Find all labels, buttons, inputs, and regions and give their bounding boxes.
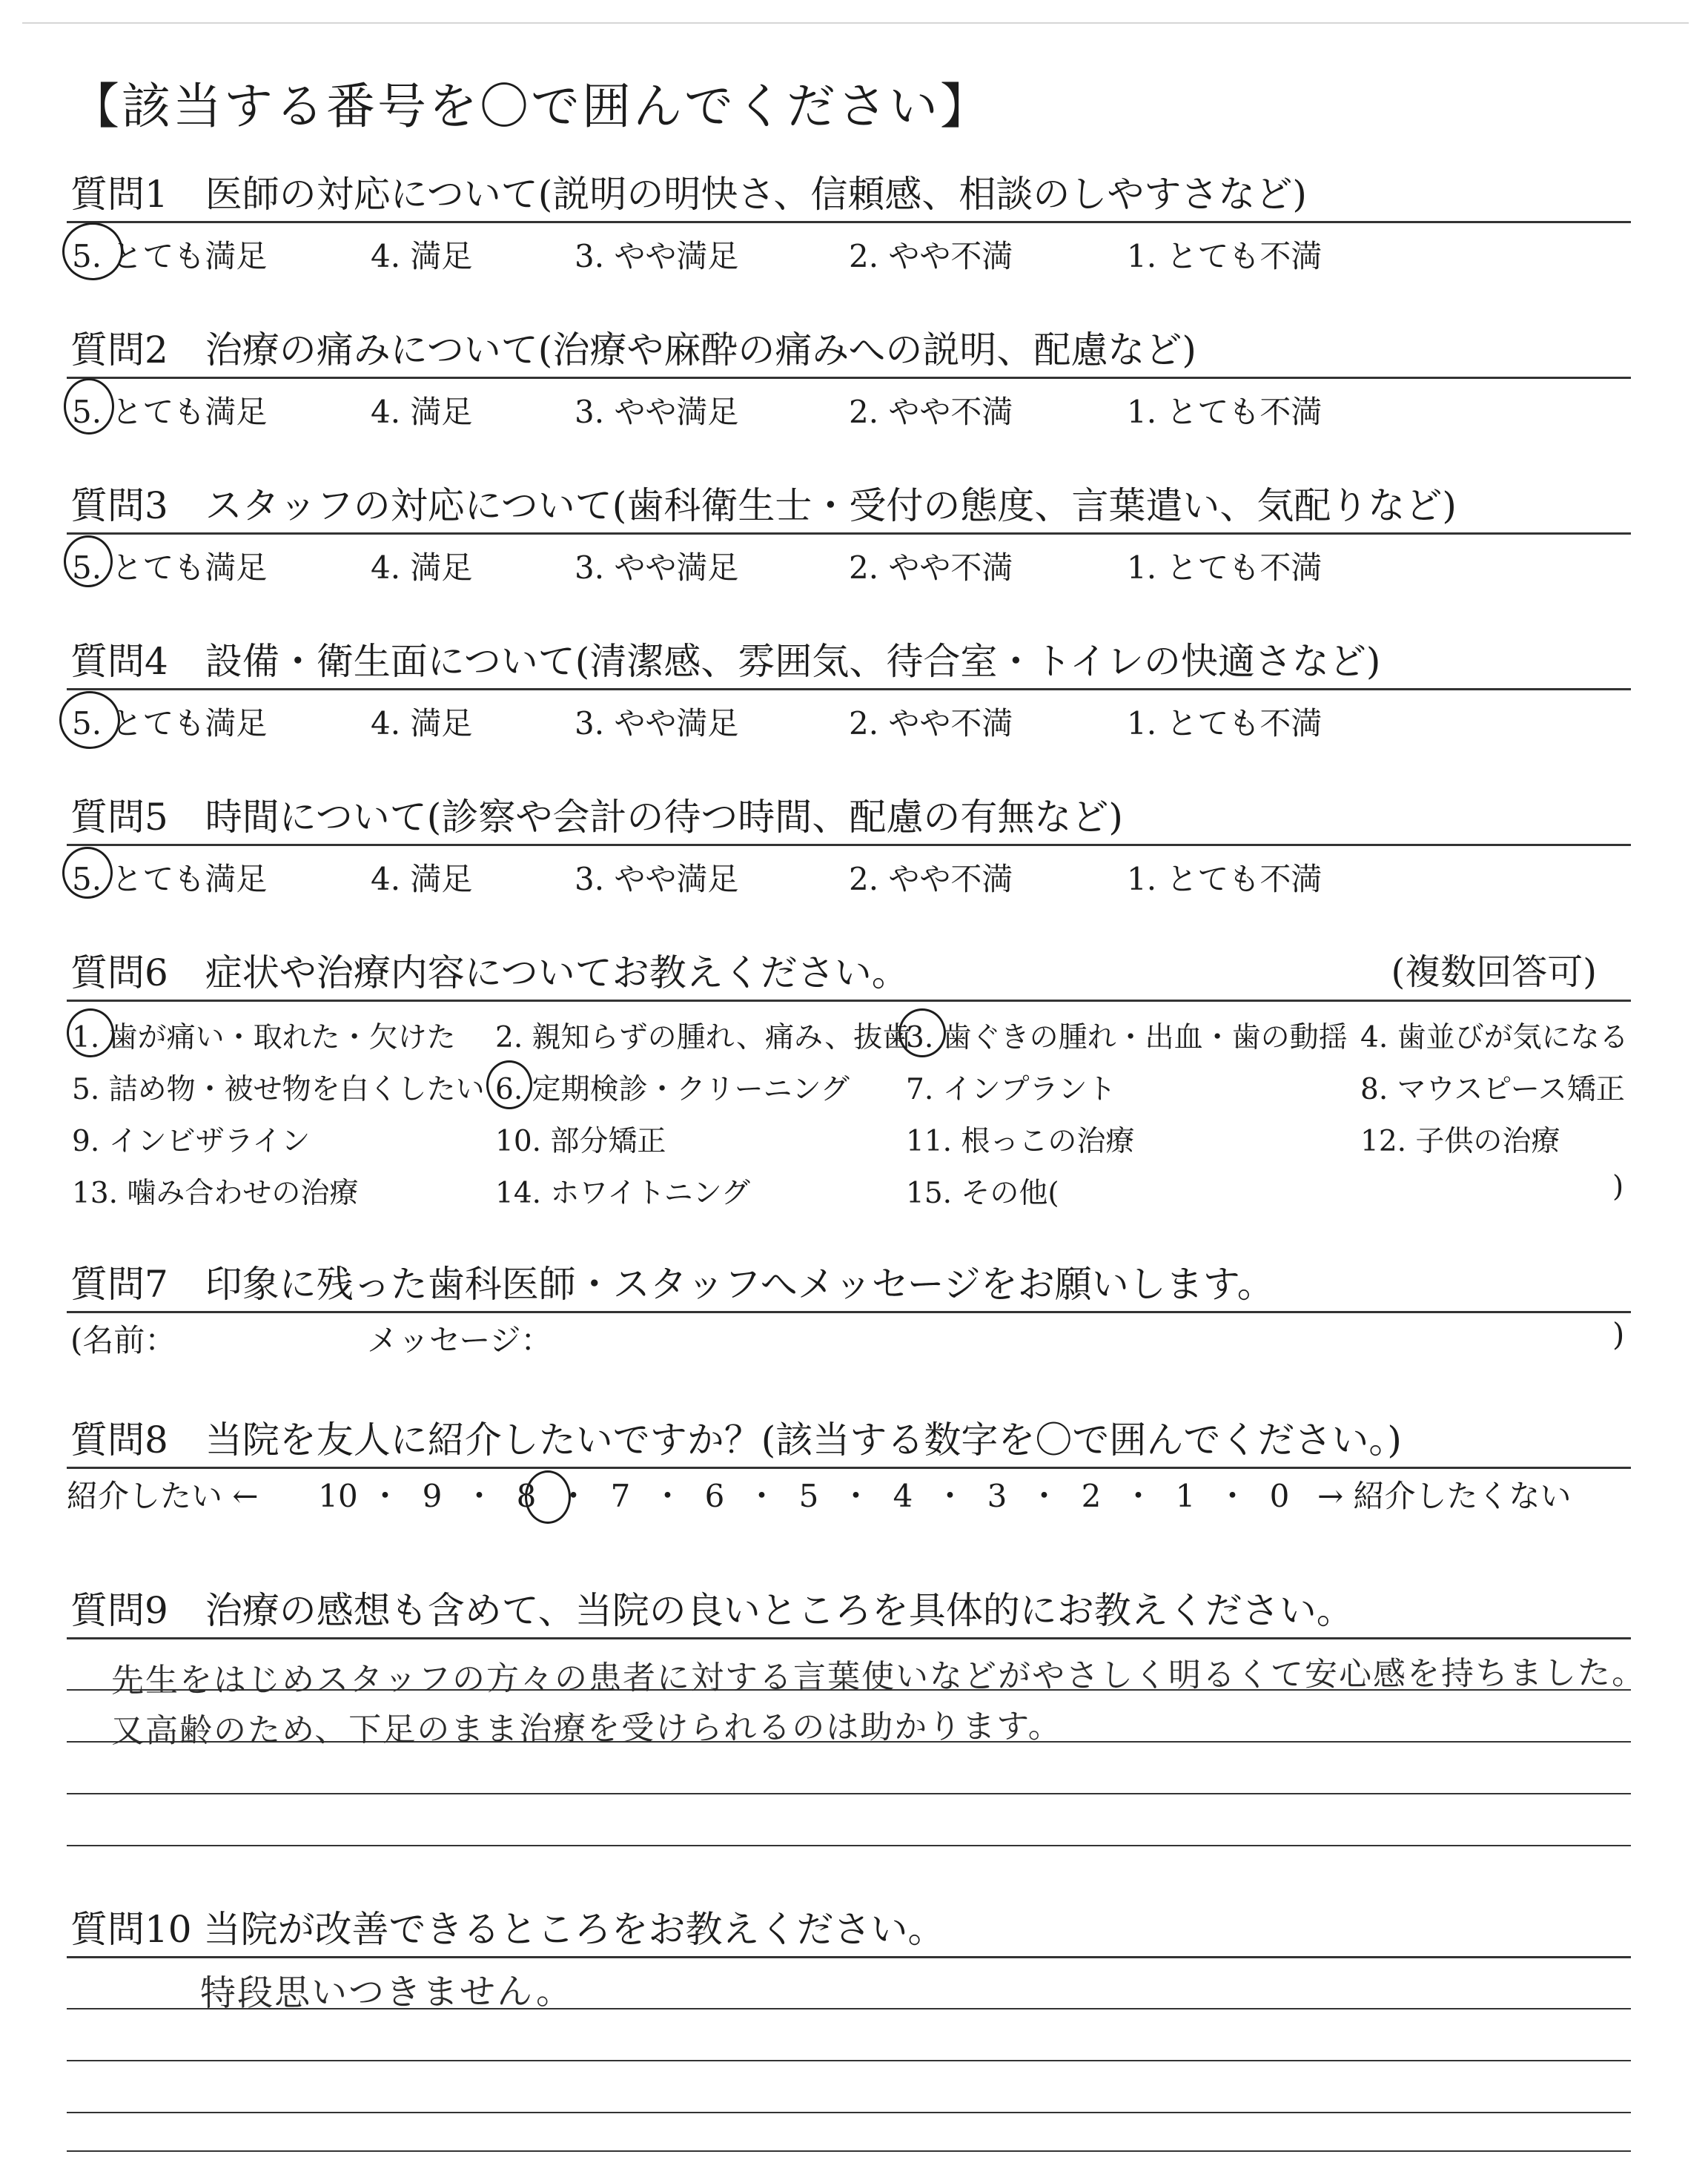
handwritten-answer: 特段思いつきません。	[199, 1970, 574, 2015]
scale-5[interactable]: 5	[798, 1478, 819, 1514]
scale-6[interactable]: 6	[704, 1478, 725, 1514]
question-6-title: 質問6 症状や治療内容についてお教えください。	[70, 951, 909, 994]
option-3[interactable]: 3. やや満足	[575, 549, 739, 586]
answer-line	[67, 2150, 1631, 2152]
option-2[interactable]: 2. やや不満	[849, 705, 1013, 742]
option-1[interactable]: 1. とても不満	[1127, 394, 1323, 430]
answer-circle	[62, 847, 113, 899]
scale-9[interactable]: 9	[422, 1478, 443, 1514]
instruction-header: 【該当する番号を〇で囲んでください】	[70, 78, 991, 135]
other-close-paren: )	[1612, 1170, 1624, 1203]
scale-0[interactable]: 0	[1269, 1478, 1290, 1514]
question-8-title: 質問8 当院を友人に紹介したいですか？(該当する数字を〇で囲んでください。)	[70, 1418, 1402, 1462]
question-2-rule	[67, 377, 1631, 379]
answer-line	[67, 1845, 1631, 1846]
answer-circle	[67, 1008, 114, 1057]
option-4[interactable]: 4. 満足	[371, 394, 473, 430]
symptom-option[interactable]: 12. 子供の治療	[1360, 1125, 1560, 1158]
scale-2[interactable]: 2	[1081, 1478, 1102, 1514]
question-7-rule	[67, 1311, 1631, 1313]
answer-circle	[64, 535, 113, 587]
scale-4[interactable]: 4	[893, 1478, 913, 1514]
top-border	[22, 22, 1689, 24]
question-2-title: 質問2 治療の痛みについて(治療や麻酔の痛みへの説明、配慮など)	[70, 328, 1196, 371]
answer-circle	[486, 1060, 532, 1109]
symptom-option[interactable]: 4. 歯並びが気になる	[1360, 1021, 1629, 1054]
option-4[interactable]: 4. 満足	[371, 705, 473, 742]
question-3-title: 質問3 スタッフの対応について(歯科衛生士・受付の態度、言葉遣い、気配りなど)	[70, 484, 1457, 527]
option-3[interactable]: 3. やや満足	[575, 394, 739, 430]
name-label: (名前：	[70, 1322, 176, 1358]
symptom-option[interactable]: 11. 根っこの治療	[906, 1125, 1135, 1158]
symptom-option[interactable]: 6. 定期検診・クリーニング	[495, 1073, 850, 1106]
symptom-option[interactable]: 5. 詰め物・被せ物を白くしたい	[72, 1073, 485, 1106]
symptom-option[interactable]: 9. インビザライン	[72, 1125, 311, 1158]
answer-circle	[64, 378, 114, 435]
option-2[interactable]: 2. やや不満	[849, 394, 1013, 430]
question-5-rule	[67, 844, 1631, 846]
symptom-option[interactable]: 8. マウスピース矯正	[1360, 1073, 1625, 1106]
symptom-option[interactable]: 3. 歯ぐきの腫れ・出血・歯の動揺	[906, 1021, 1348, 1054]
answer-circle	[525, 1470, 571, 1524]
scale-7[interactable]: 7	[610, 1478, 631, 1514]
option-5[interactable]: 5. とても満足	[72, 549, 268, 586]
option-3[interactable]: 3. やや満足	[575, 238, 739, 274]
answer-circle	[59, 691, 120, 749]
symptom-option[interactable]: 1. 歯が痛い・取れた・欠けた	[72, 1021, 456, 1054]
scale-3[interactable]: 3	[987, 1478, 1007, 1514]
option-4[interactable]: 4. 満足	[371, 549, 473, 586]
question-8-rule	[67, 1467, 1631, 1469]
question-5-title: 質問5 時間について(診察や会計の待つ時間、配慮の有無など)	[70, 796, 1123, 839]
option-4[interactable]: 4. 満足	[371, 238, 473, 274]
symptom-option[interactable]: 14. ホワイトニング	[495, 1177, 750, 1210]
option-2[interactable]: 2. やや不満	[849, 549, 1013, 586]
scale-1[interactable]: 1	[1175, 1478, 1196, 1514]
option-5[interactable]: 5. とても満足	[72, 394, 268, 430]
option-3[interactable]: 3. やや満足	[575, 705, 739, 742]
option-2[interactable]: 2. やや不満	[849, 238, 1013, 274]
handwritten-answer: 又高齢のため、下足のまま治療を受けられるのは助かります。	[110, 1707, 1062, 1751]
option-4[interactable]: 4. 満足	[371, 861, 473, 897]
handwritten-answer: 先生をはじめスタッフの方々の患者に対する言葉使いなどがやさしく明るくて安心感を持ちました。	[110, 1654, 1646, 1700]
recommend-right-label: → 紹介したくない	[1317, 1478, 1572, 1514]
multiple-answers-note: (複数回答可)	[1391, 951, 1597, 993]
option-5[interactable]: 5. とても満足	[72, 705, 268, 742]
symptom-option[interactable]: 2. 親知らずの腫れ、痛み、抜歯	[495, 1021, 912, 1054]
option-1[interactable]: 1. とても不満	[1127, 861, 1323, 897]
option-1[interactable]: 1. とても不満	[1127, 705, 1323, 742]
answer-circle	[62, 222, 123, 280]
question-3-rule	[67, 532, 1631, 535]
option-1[interactable]: 1. とても不満	[1127, 549, 1323, 586]
symptom-option[interactable]: 13. 噛み合わせの治療	[72, 1177, 359, 1210]
question-10-rule	[67, 1956, 1631, 1958]
option-2[interactable]: 2. やや不満	[849, 861, 1013, 897]
question-7-title: 質問7 印象に残った歯科医師・スタッフへメッセージをお願いします。	[70, 1263, 1274, 1306]
answer-line	[67, 1793, 1631, 1794]
question-9-title: 質問9 治療の感想も含めて、当院の良いところを具体的にお教えください。	[70, 1589, 1354, 1632]
message-close-paren: )	[1612, 1316, 1625, 1353]
answer-circle	[898, 1008, 946, 1057]
answer-line	[67, 2112, 1631, 2113]
recommend-left-label: 紹介したい ←	[67, 1478, 259, 1514]
option-5[interactable]: 5. とても満足	[72, 238, 268, 274]
option-3[interactable]: 3. やや満足	[575, 861, 739, 897]
scale-10[interactable]: 10	[318, 1478, 358, 1514]
question-1-rule	[67, 221, 1631, 223]
symptom-option[interactable]: 10. 部分矯正	[495, 1125, 666, 1158]
question-10-title: 質問10 当院が改善できるところをお教えください。	[70, 1908, 945, 1951]
answer-line	[67, 2060, 1631, 2061]
message-label: メッセージ：	[367, 1322, 552, 1358]
question-6-rule	[67, 1000, 1631, 1002]
question-9-rule	[67, 1637, 1631, 1639]
question-1-title: 質問1 医師の対応について(説明の明快さ、信頼感、相談のしやすさなど)	[70, 173, 1307, 216]
scale-8[interactable]: 8	[516, 1478, 537, 1514]
question-4-title: 質問4 設備・衛生面について(清潔感、雰囲気、待合室・トイレの快適さなど)	[70, 640, 1381, 683]
option-1[interactable]: 1. とても不満	[1127, 238, 1323, 274]
option-5[interactable]: 5. とても満足	[72, 861, 268, 897]
symptom-option[interactable]: 15. その他(	[906, 1177, 1059, 1210]
question-4-rule	[67, 688, 1631, 690]
symptom-option[interactable]: 7. インプラント	[906, 1073, 1116, 1106]
recommend-scale: 紹介したい ← 10 ・ 9 ・ 8 ・ 7 ・ 6 ・ 5 ・ 4 ・ 3 ・ 2 ・ 1 ・ 0 → 紹介したくない	[67, 1472, 1631, 1516]
